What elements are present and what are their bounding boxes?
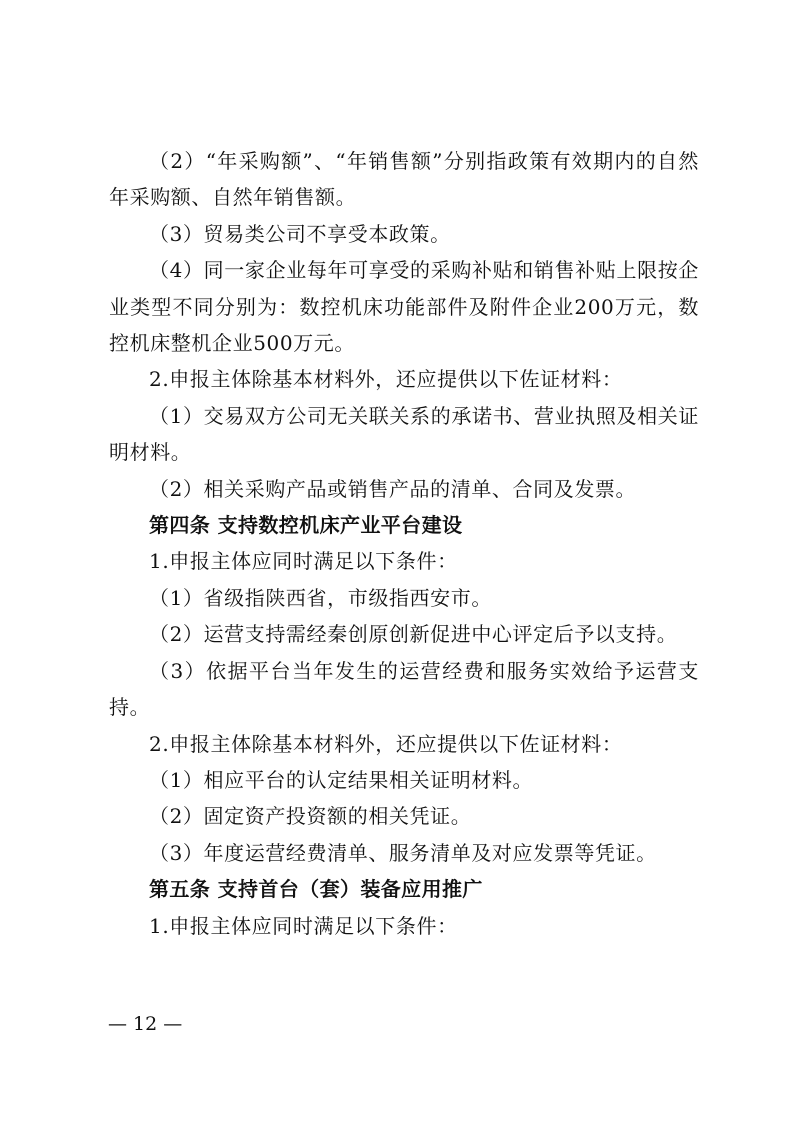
paragraph: 1.申报主体应同时满足以下条件： xyxy=(149,913,458,938)
paragraph: 2.申报主体除基本材料外，还应提供以下佐证材料： xyxy=(149,731,623,756)
paragraph: （1）省级指陕西省，市级指西安市。 xyxy=(149,585,492,610)
document-body xyxy=(109,143,699,944)
section-heading: 第五条 支持首台（套）装备应用推广 xyxy=(149,877,483,902)
paragraph: （1）交易双方公司无关联关系的承诺书、营业执照及相关证明材料。 xyxy=(109,403,699,465)
paragraph: 1.申报主体应同时满足以下条件： xyxy=(149,549,458,574)
paragraph: （1）相应平台的认定结果相关证明材料。 xyxy=(149,767,534,792)
paragraph: （3）贸易类公司不享受本政策。 xyxy=(149,221,451,246)
paragraph: （4）同一家企业每年可享受的采购补贴和销售补贴上限按企业类型不同分别为：数控机床功能部件及附件企业200万元，数控机床整机企业500万元。 xyxy=(109,258,699,356)
paragraph: （2）“年采购额”、“年销售额”分别指政策有效期内的自然年采购额、自然年销售额。 xyxy=(109,149,699,210)
page-number: — 12 — xyxy=(108,1013,183,1035)
paragraph: （2）固定资产投资额的相关凭证。 xyxy=(149,804,472,829)
paragraph: 2.申报主体除基本材料外，还应提供以下佐证材料： xyxy=(149,367,623,392)
paragraph: （3）依据平台当年发生的运营经费和服务实效给予运营支持。 xyxy=(109,658,699,720)
paragraph: （2）运营支持需经秦创原创新促进中心评定后予以支持。 xyxy=(149,622,678,647)
paragraph: （2）相关采购产品或销售产品的清单、合同及发票。 xyxy=(149,476,637,501)
section-heading: 第四条 支持数控机床产业平台建设 xyxy=(149,513,463,538)
paragraph: （3）年度运营经费清单、服务清单及对应发票等凭证。 xyxy=(149,840,657,865)
